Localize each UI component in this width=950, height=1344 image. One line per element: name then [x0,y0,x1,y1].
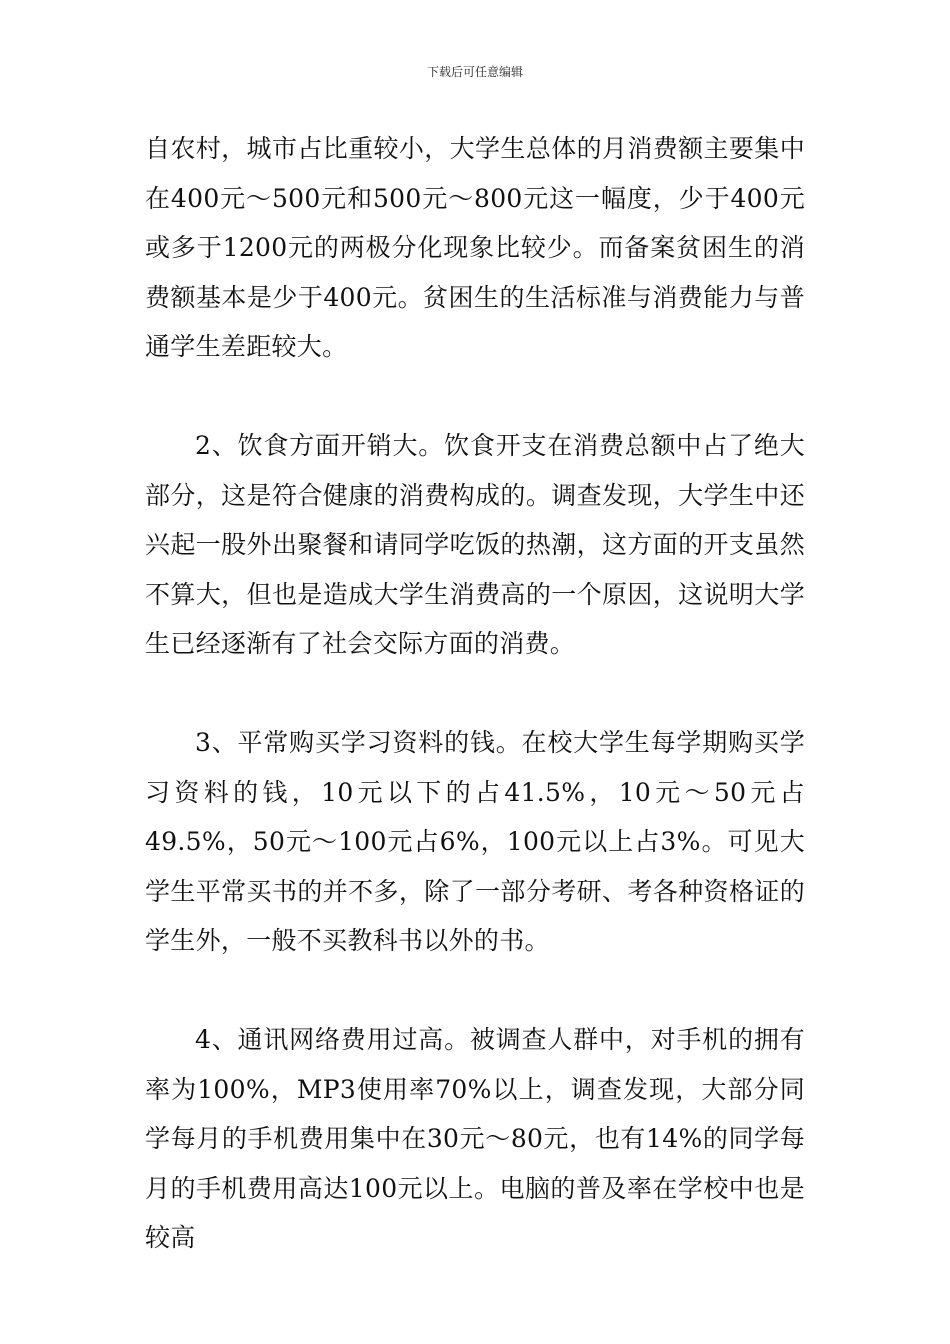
paragraph-spacer [145,966,805,1016]
paragraph-study-materials: 3、平常购买学习资料的钱。在校大学生每学期购买学习资料的钱，10元以下的占41.5%，10元～50元占49.5%，50元～100元占6%，100元以上占3%。可见大学生平常买书的并不多，除了一部分考研、考各种资格证的学生外，一般不买教科书以外的书。 [145,728,805,955]
paragraph-communication-costs: 4、通讯网络费用过高。被调查人群中，对手机的拥有率为100%，MP3使用率70%以上，调查发现，大部分同学每月的手机费用集中在30元～80元，也有14%的同学每月的手机费用高达100元以上。电脑的普及率在学校中也是较高 [145,1025,805,1252]
document-body [145,124,805,1263]
paragraph-continuation: 自农村，城市占比重较小，大学生总体的月消费额主要集中在400元～500元和500元～800元这一幅度，少于400元或多于1200元的两极分化现象比较少。而备案贫困生的消费额基本是少于400元。贫困生的生活标准与消费能力与普通学生差距较大。 [145,134,805,361]
paragraph-food-spending: 2、饮食方面开销大。饮食开支在消费总额中占了绝大部分，这是符合健康的消费构成的。调查发现，大学生中还兴起一股外出聚餐和请同学吃饭的热潮，这方面的开支虽然不算大，但也是造成大学生消费高的一个原因，这说明大学生已经逐渐有了社会交际方面的消费。 [145,431,805,658]
paragraph-spacer [145,669,805,719]
paragraph-spacer [145,372,805,422]
page-header-note: 下载后可任意编辑 [426,65,523,79]
